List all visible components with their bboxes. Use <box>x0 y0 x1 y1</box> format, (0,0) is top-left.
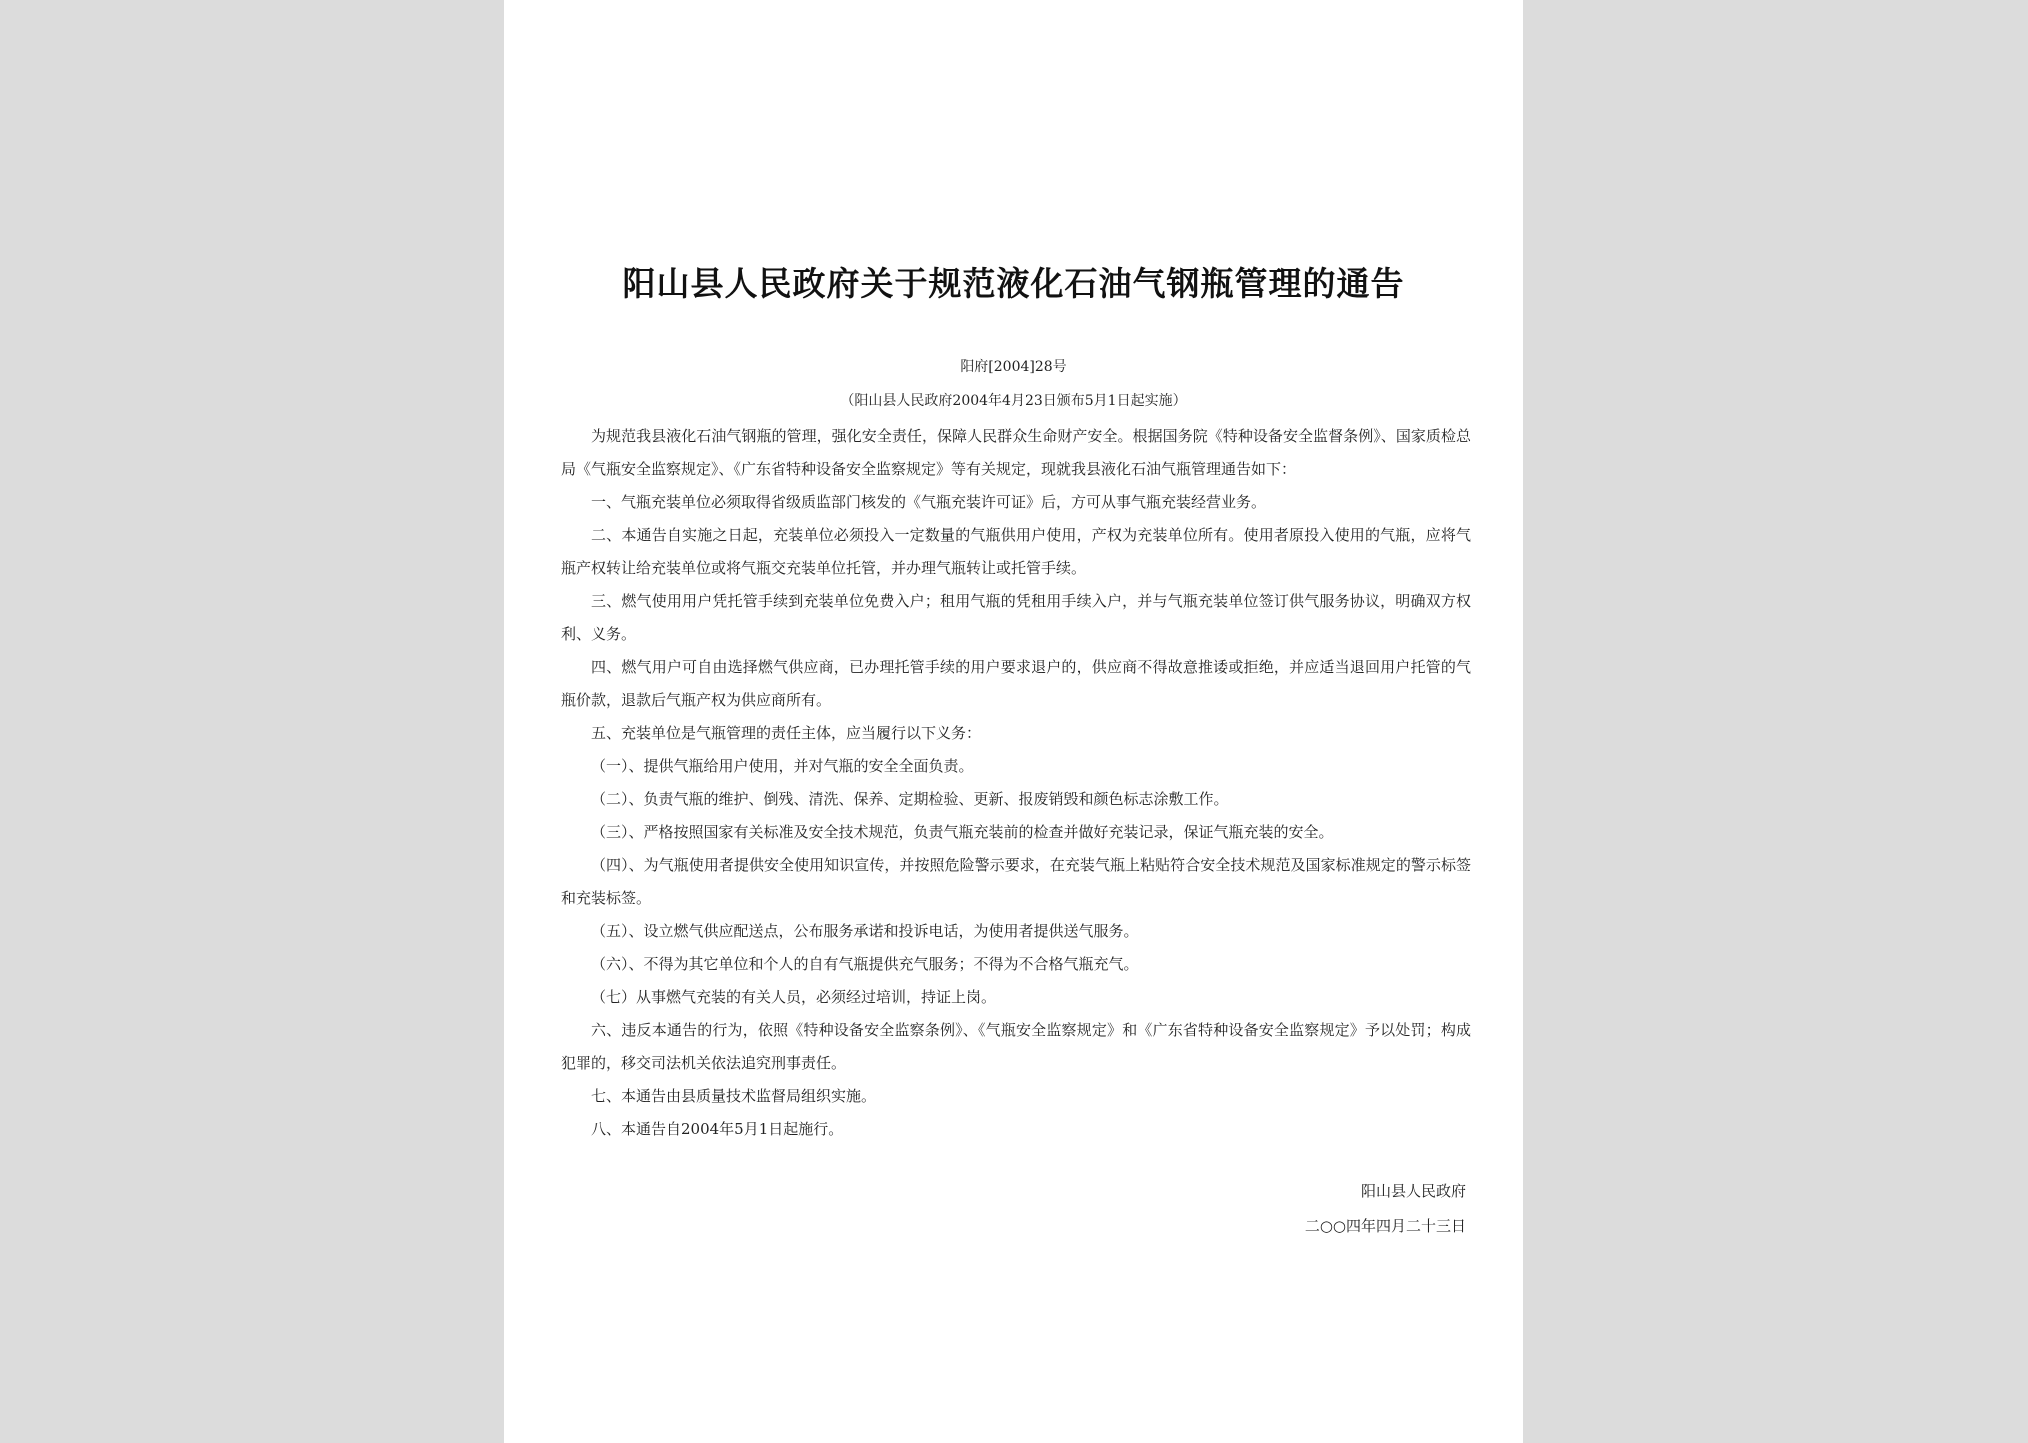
paragraph-item-5: 五、充装单位是气瓶管理的责任主体，应当履行以下义务： <box>591 724 982 742</box>
issued-note: （阳山县人民政府2004年4月23日颁布5月1日起实施） <box>840 393 1187 409</box>
paragraph-sub-5: （五）、设立燃气供应配送点，公布服务承诺和投诉电话，为使用者提供送气服务。 <box>591 922 1139 940</box>
paragraph-item-7: 七、本通告由县质量技术监督局组织实施。 <box>591 1087 877 1105</box>
paragraph-sub-6: （六）、不得为其它单位和个人的自有气瓶提供充气服务；不得为不合格气瓶充气。 <box>591 955 1139 973</box>
signing-date: 二○○四年四月二十三日 <box>1304 1217 1466 1235</box>
paragraph-item-2: 二、本通告自实施之日起，充装单位必须投入一定数量的气瓶供用户使用，产权为充装单位所有。使用者原投入使用的气瓶，应将气瓶产权转让给充装单位或将气瓶交充装单位托管，并办理气瓶转让或托管手续。 <box>561 526 1471 577</box>
paragraph-sub-7: （七）从事燃气充装的有关人员，必须经过培训，持证上岗。 <box>591 988 997 1006</box>
paragraph-item-1: 一、气瓶充装单位必须取得省级质监部门核发的《气瓶充装许可证》后，方可从事气瓶充装经营业务。 <box>591 493 1267 511</box>
paragraph-item-4: 四、燃气用户可自由选择燃气供应商，已办理托管手续的用户要求退户的，供应商不得故意推诿或拒绝，并应适当退回用户托管的气瓶价款，退款后气瓶产权为供应商所有。 <box>561 658 1471 709</box>
paragraph-item-8: 八、本通告自2004年5月1日起施行。 <box>591 1120 844 1138</box>
paragraph-sub-4: （四）、为气瓶使用者提供安全使用知识宣传，并按照危险警示要求，在充装气瓶上粘贴符合安全技术规范及国家标准规定的警示标签和充装标签。 <box>561 856 1471 907</box>
paragraph-sub-2: （二）、负责气瓶的维护、倒残、清洗、保养、定期检验、更新、报废销毁和颜色标志涂敷工作。 <box>591 790 1229 808</box>
document-number: 阳府[2004]28号 <box>960 359 1067 375</box>
paragraph-item-3: 三、燃气使用用户凭托管手续到充装单位免费入户；租用气瓶的凭租用手续入户，并与气瓶充装单位签订供气服务协议，明确双方权利、义务。 <box>561 592 1471 643</box>
paragraph-sub-1: （一）、提供气瓶给用户使用，并对气瓶的安全全面负责。 <box>591 757 974 775</box>
signatory: 阳山县人民政府 <box>1360 1182 1466 1200</box>
document-title: 阳山县人民政府关于规范液化石油气钢瓶管理的通告 <box>622 264 1405 303</box>
paragraph-item-6: 六、违反本通告的行为，依照《特种设备安全监察条例》、《气瓶安全监察规定》和《广东省特种设备安全监察规定》予以处罚；构成犯罪的，移交司法机关依法追究刑事责任。 <box>561 1021 1471 1072</box>
paragraph-sub-3: （三）、严格按照国家有关标准及安全技术规范，负责气瓶充装前的检查并做好充装记录，保证气瓶充装的安全。 <box>591 823 1334 841</box>
signature-block <box>1305 1174 1466 1244</box>
document-body <box>561 420 1471 1146</box>
paragraph-preamble: 为规范我县液化石油气钢瓶的管理，强化安全责任，保障人民群众生命财产安全。根据国务院《特种设备安全监督条例》、国家质检总局《气瓶安全监察规定》、《广东省特种设备安全监察规定》等有关规定，现就我县液化石油气瓶管理通告如下： <box>561 427 1471 478</box>
document-page <box>504 0 1523 1443</box>
